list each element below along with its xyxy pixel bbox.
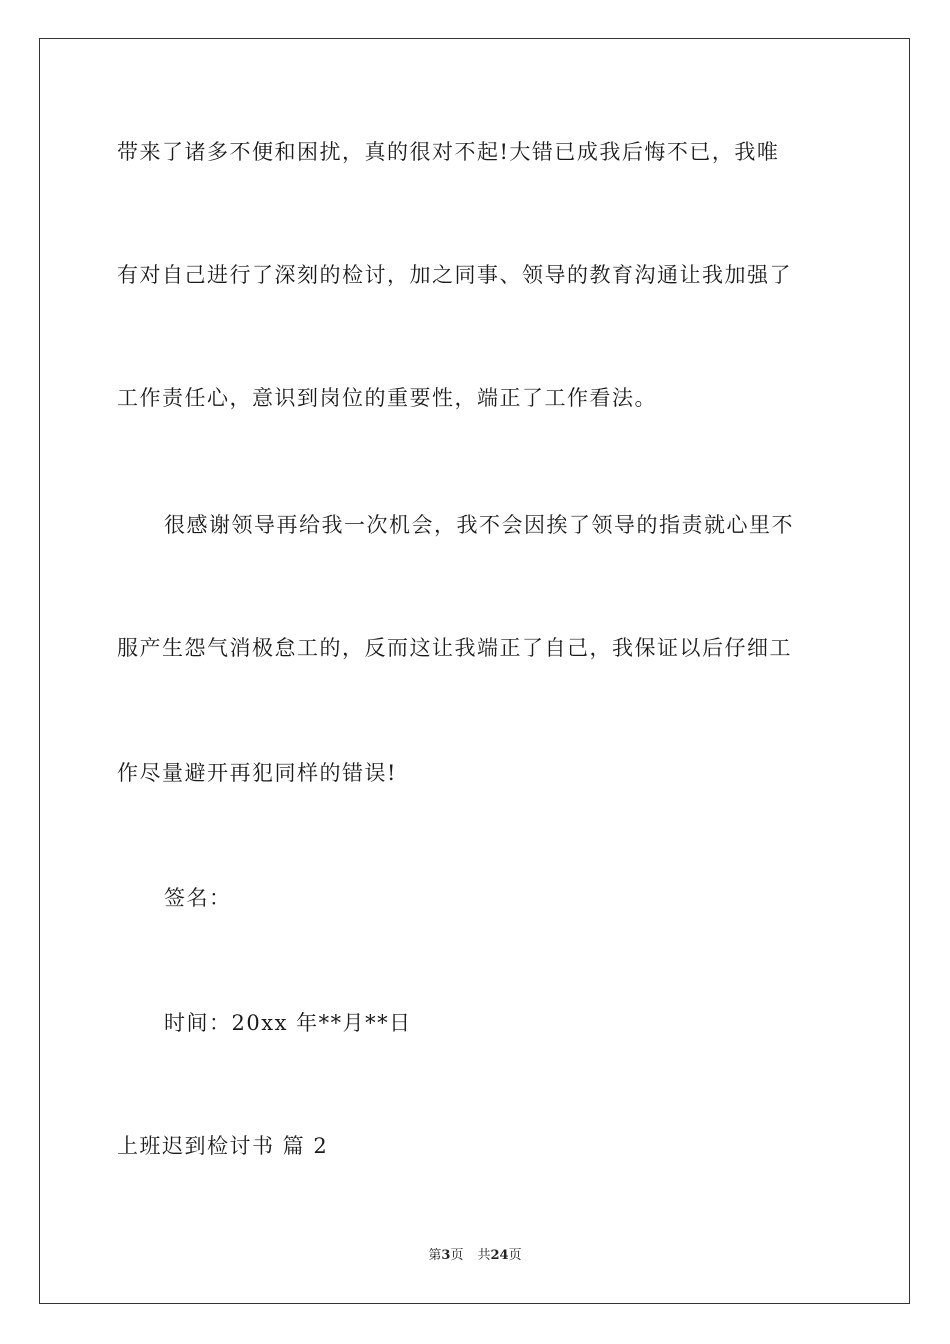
- footer-total-pages: 24: [490, 1248, 509, 1263]
- body-line-1: 带来了诸多不便和困扰，真的很对不起!大错已成我后悔不已，我唯: [117, 140, 780, 164]
- body-line-6: 作尽量避开再犯同样的错误!: [117, 761, 397, 785]
- page-border: [39, 38, 910, 1304]
- body-line-5: 服产生怨气消极怠工的，反而这让我端正了自己，我保证以后仔细工: [117, 636, 792, 660]
- date-line: 时间：20xx 年**月**日: [164, 1011, 412, 1035]
- page-footer: [0, 1247, 950, 1265]
- body-line-2: 有对自己进行了深刻的检讨，加之同事、领导的教育沟通让我加强了: [117, 263, 792, 287]
- footer-total-suffix: 页: [508, 1248, 522, 1263]
- footer-page-prefix: 第: [428, 1248, 442, 1263]
- footer-page-suffix: 页: [450, 1248, 464, 1263]
- signature-label: 签名：: [164, 886, 232, 910]
- body-line-4: 很感谢领导再给我一次机会，我不会因挨了领导的指责就心里不: [164, 513, 794, 537]
- footer-page-number: 3: [441, 1248, 451, 1263]
- footer-total-prefix: 共: [477, 1248, 491, 1263]
- section-heading: 上班迟到检讨书 篇 2: [117, 1134, 329, 1158]
- body-line-3: 工作责任心，意识到岗位的重要性，端正了工作看法。: [117, 386, 657, 410]
